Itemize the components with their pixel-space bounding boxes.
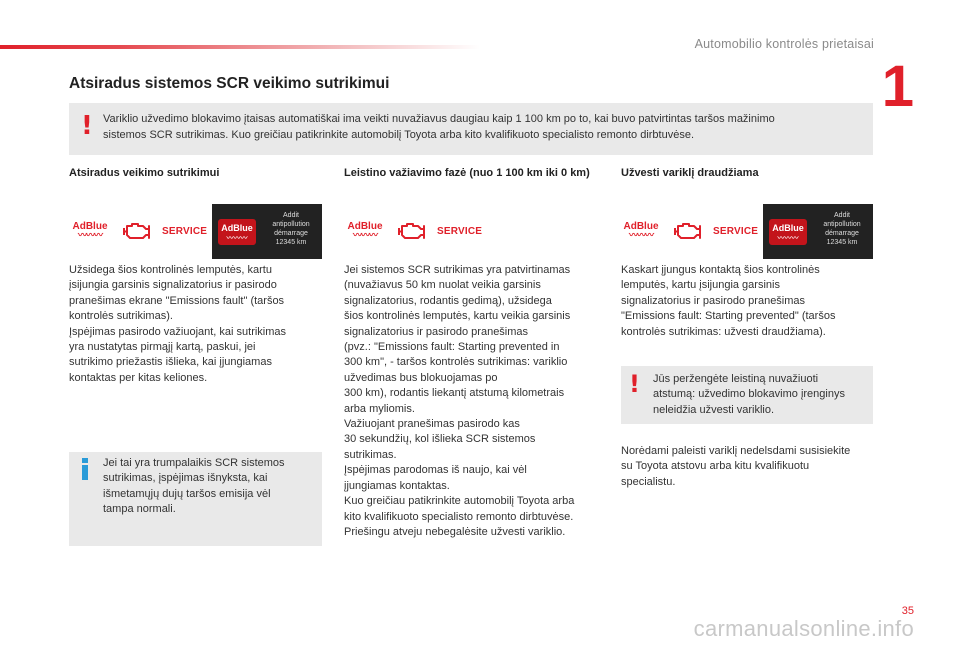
- text-line: Kuo greičiau patikrinkite automobilį Toyota arba: [344, 495, 575, 508]
- service-icon: SERVICE: [437, 225, 483, 237]
- display-message: Addit antipollution démarrage 12345 km: [272, 212, 310, 246]
- warning-text: [103, 111, 863, 143]
- col1-heading: Atsiradus veikimo sutrikimui: [69, 167, 220, 179]
- display-col1: [212, 204, 322, 259]
- engine-check-icon: [122, 220, 152, 242]
- text-line: kito kvalifikuoto specialisto remonto dirbtuvėse.: [344, 510, 574, 523]
- col2-heading: Leistino važiavimo fazė (nuo 1 100 km iki 0 km): [344, 167, 590, 179]
- section-label: Automobilio kontrolės prietaisai: [694, 37, 874, 51]
- warning-note-text: [653, 372, 868, 418]
- text-line: kontrolės sutrikimas: užvesti draudžiama).: [621, 325, 826, 338]
- info-text: [103, 456, 315, 518]
- adblue-icon: AdBlue 〰〰〰: [347, 221, 383, 240]
- text-line: signalizatorius ir pasirodo pranešimas: [621, 294, 806, 307]
- text-line: "Emissions fault: Starting prevented" (taršos: [621, 310, 836, 323]
- text-line: Važiuojant pranešimas pasirodo kas: [344, 418, 520, 431]
- text-line: 30 sekundžių, kol išlieka SCR sistemos: [344, 433, 536, 446]
- text-line: su Toyota atstovu arba kitu kvalifikuotu: [621, 460, 810, 473]
- text-line: sutrikimas, įspėjimas išnyksta, kai: [103, 472, 268, 485]
- text-line: sutrikimo priežastis išlieka, kai įjungiamas: [69, 356, 272, 369]
- text-line: Priešingu atveju nebegalėsite užvesti variklio.: [344, 525, 566, 538]
- text-line: yra nustatytas pirmąjį kartą, paskui, jei: [69, 341, 256, 354]
- text-line: Norėdami paleisti variklį nedelsdami susisiekite: [621, 445, 851, 457]
- text-line: užvedimas bus blokuojamas po: [344, 371, 498, 384]
- warning-lights-col2: [345, 205, 482, 257]
- page-number: 35: [901, 605, 914, 617]
- adblue-display-badge: AdBlue 〰〰〰: [769, 219, 807, 245]
- warning-line: Variklio užvedimo blokavimo įtaisas automatiškai ima veikti nuvažiavus daugiau kaip 1 100 km po to, kai buvo patvirtintas taršos mažinimo: [103, 113, 775, 125]
- adblue-display-badge: AdBlue 〰〰〰: [218, 219, 256, 245]
- info-icon: [81, 458, 89, 480]
- display-col3: [763, 204, 873, 259]
- warning-lights-col3: [621, 205, 758, 257]
- header-accent-bar: [0, 45, 480, 49]
- info-box: [69, 452, 322, 546]
- text-line: kontaktas per kitas keliones.: [69, 371, 208, 384]
- text-line: arba myliomis.: [344, 402, 415, 415]
- text-line: įsijungia garsinis signalizatorius ir pasirodo: [69, 279, 277, 292]
- watermark: carmanualsonline.info: [693, 616, 914, 641]
- service-icon: SERVICE: [713, 225, 759, 237]
- page-title: Atsiradus sistemos SCR veikimo sutrikimui: [69, 75, 390, 92]
- text-line: Užsidega šios kontrolinės lemputės, kartu: [69, 264, 272, 276]
- warning-line: sistemos SCR sutrikimas. Kuo greičiau patikrinkite automobilį Toyota arba kito kvalifikuoto specialisto remonto dirbtuvėse.: [103, 129, 695, 141]
- col2-body: [344, 263, 606, 540]
- chapter-number: 1: [881, 54, 914, 119]
- text-line: tampa normali.: [103, 503, 176, 516]
- text-line: Jūs peržengėte leistiną nuvažiuoti: [653, 373, 819, 385]
- warning-lights-col1: [70, 205, 207, 257]
- text-line: atstumą: užvedimo blokavimo įrenginys: [653, 388, 845, 401]
- text-line: Kaskart įjungus kontaktą šios kontrolinės: [621, 264, 820, 276]
- text-line: 300 km), rodantis liekantį atstumą kilometrais: [344, 387, 565, 400]
- exclamation-icon: !: [629, 370, 640, 398]
- service-icon: SERVICE: [162, 225, 208, 237]
- text-line: (pvz.: "Emissions fault: Starting prevented in: [344, 341, 560, 354]
- col3-body: [621, 263, 876, 340]
- engine-check-icon: [673, 220, 703, 242]
- text-line: kontrolės sutrikimas).: [69, 310, 173, 323]
- text-line: išmetamųjų dujų taršos emisija vėl: [103, 487, 271, 500]
- warning-note-box: [621, 366, 873, 424]
- display-message: Addit antipollution démarrage 12345 km: [823, 212, 861, 246]
- text-line: Įspėjimas parodomas iš naujo, kai vėl: [344, 464, 527, 477]
- text-line: pranešimas ekrane "Emissions fault" (taršos: [69, 294, 285, 307]
- exclamation-icon: !: [81, 111, 93, 141]
- warning-box: [69, 103, 873, 155]
- text-line: 300 km", - taršos kontrolės sutrikimas: variklio: [344, 356, 568, 369]
- col3-heading: Užvesti variklį draudžiama: [621, 167, 759, 179]
- text-line: sutrikimas.: [344, 448, 397, 461]
- col3-after-text: [621, 444, 879, 490]
- text-line: neleidžia užvesti variklio.: [653, 403, 775, 416]
- adblue-icon: AdBlue 〰〰〰: [72, 221, 108, 240]
- text-line: šios kontrolinės lemputės, kartu veikia garsinis: [344, 310, 571, 323]
- text-line: specialistu.: [621, 475, 676, 488]
- text-line: Įspėjimas pasirodo važiuojant, kai sutrikimas: [69, 325, 287, 338]
- text-line: (nuvažiavus 50 km nuolat veikia garsinis: [344, 279, 541, 292]
- text-line: signalizatorius, rodantis gedimą), užsidega: [344, 294, 552, 307]
- text-line: Jei sistemos SCR sutrikimas yra patvirtinamas: [344, 264, 571, 276]
- engine-check-icon: [397, 220, 427, 242]
- adblue-icon: AdBlue 〰〰〰: [623, 221, 659, 240]
- text-line: įjungiamas kontaktas.: [344, 479, 450, 492]
- col1-body: [69, 263, 324, 386]
- text-line: signalizatorius ir pasirodo pranešimas: [344, 325, 529, 338]
- text-line: lemputės, kartu įsijungia garsinis: [621, 279, 780, 292]
- text-line: Jei tai yra trumpalaikis SCR sistemos: [103, 457, 285, 469]
